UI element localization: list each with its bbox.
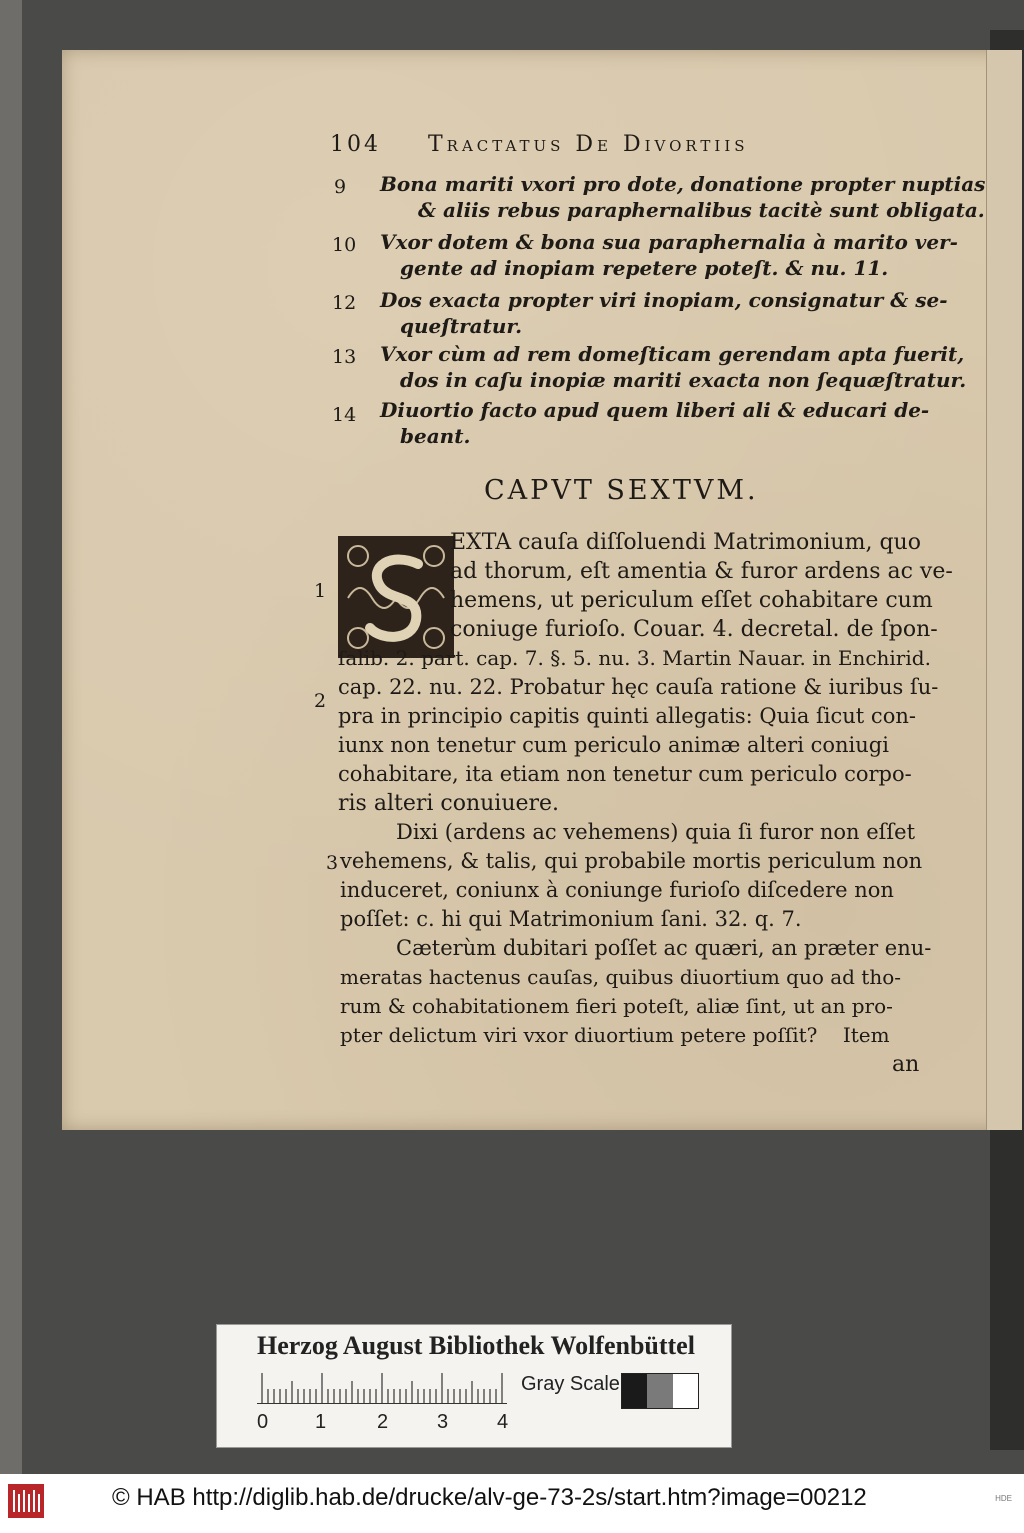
- book-spine-left: [0, 0, 22, 1480]
- library-card: [216, 1324, 732, 1448]
- body-line: induceret, coniunx à coniunge furioſo diſcedere non: [340, 878, 894, 902]
- body-line: ris alteri conuiuere.: [338, 791, 560, 816]
- body-line: pra in principio capitis quinti allegatis: Quia ſicut con-: [338, 704, 916, 728]
- decorated-initial: [338, 536, 454, 658]
- summary-line: Bona mariti vxori pro dote, donatione propter nuptias: [380, 172, 986, 196]
- body-line: Cæterùm dubitari poſſet ac quæri, an præter enu-: [396, 936, 932, 960]
- catchword: an: [892, 1052, 920, 1077]
- hab-logo-icon: [8, 1484, 44, 1518]
- summary-number: 12: [332, 292, 357, 314]
- initial-s-ornament: [340, 538, 452, 656]
- body-line: ad thorum, eſt amentia & furor ardens ac ve-: [450, 559, 953, 584]
- body-line: Dixi (ardens ac vehemens) quia ſi furor non eſſet: [396, 820, 916, 844]
- page-number: 104: [330, 132, 381, 157]
- summary-line: & aliis rebus paraphernalibus tacitè sunt obligata.: [418, 198, 985, 222]
- body-line: ſalib. 2. part. cap. 7. §. 5. nu. 3. Martin Nauar. in Enchirid.: [338, 646, 931, 670]
- summary-line: dos in caſu inopiæ mariti exacta non ſequæſtratur.: [400, 368, 967, 392]
- gray-scale-label: Gray Scale: [521, 1373, 620, 1395]
- scale-ruler: [257, 1373, 507, 1404]
- page-edge: [986, 50, 1022, 1130]
- ruler-label: 0: [257, 1411, 269, 1433]
- body-line: cohabitare, ita etiam non tenetur cum periculo corpo-: [338, 762, 912, 786]
- summary-line: queſtratur.: [400, 314, 523, 338]
- margin-number: 3: [326, 852, 339, 874]
- body-line: meratas hactenus cauſas, quibus diuortium quo ad tho-: [340, 965, 902, 989]
- chapter-title: CAPVT SEXTVM.: [484, 475, 759, 506]
- margin-number: 2: [314, 690, 327, 712]
- margin-number: 1: [314, 580, 327, 602]
- ruler-ticks: [257, 1373, 507, 1403]
- swatch-white: [673, 1374, 698, 1408]
- summary-line: Vxor dotem & bona sua paraphernalia à marito ver-: [380, 230, 958, 254]
- swatch-black: [622, 1374, 647, 1408]
- ruler-label: 3: [437, 1411, 449, 1433]
- body-line: vehemens, & talis, qui probabile mortis periculum non: [340, 849, 923, 873]
- body-line: poſſet: c. hi qui Matrimonium ſani. 32. q. 7.: [340, 907, 802, 931]
- ruler-label: 2: [377, 1411, 389, 1433]
- summary-number: 13: [332, 346, 357, 368]
- book-page: [62, 50, 1022, 1130]
- body-line: cap. 22. nu. 22. Probatur hęc cauſa ratione & iuribus ſu-: [338, 675, 939, 699]
- footer-bar: [0, 1474, 1024, 1533]
- body-line: hemens, ut periculum eſſet cohabitare cum: [450, 588, 933, 613]
- tiny-mark: HDE: [995, 1494, 1012, 1503]
- copyright-text: © HAB http://diglib.hab.de/drucke/alv-ge-73-2s/start.htm?image=00212: [112, 1484, 867, 1511]
- summary-line: beant.: [400, 424, 471, 448]
- swatch-gray: [647, 1374, 672, 1408]
- library-name: Herzog August Bibliothek Wolfenbüttel: [257, 1331, 695, 1360]
- ruler-label: 1: [315, 1411, 327, 1433]
- summary-line: Vxor cùm ad rem domeſticam gerendam apta fuerit,: [380, 342, 965, 366]
- body-line: rum & cohabitationem fieri poteſt, aliæ ſint, ut an pro-: [340, 994, 893, 1018]
- summary-number: 14: [332, 404, 357, 426]
- summary-line: gente ad inopiam repetere poteſt. & nu. 11.: [400, 256, 889, 280]
- summary-line: Dos exacta propter viri inopiam, consignatur & se-: [380, 288, 948, 312]
- body-line: pter delictum viri vxor diuortium petere poſſit? Item: [340, 1023, 890, 1047]
- summary-number: 9: [334, 176, 347, 198]
- gray-scale-swatches: [621, 1373, 699, 1409]
- body-line: EXTA cauſa diſſoluendi Matrimonium, quo: [450, 530, 921, 555]
- summary-number: 10: [332, 234, 357, 256]
- ruler-label: 4: [497, 1411, 509, 1433]
- running-head: Tractatus De Divortiis: [428, 132, 749, 157]
- body-line: coniuge furioſo. Couar. 4. decretal. de ſpon-: [450, 617, 938, 642]
- body-line: iunx non tenetur cum periculo animæ alteri coniugi: [338, 733, 889, 757]
- summary-line: Diuortio facto apud quem liberi ali & educari de-: [380, 398, 930, 422]
